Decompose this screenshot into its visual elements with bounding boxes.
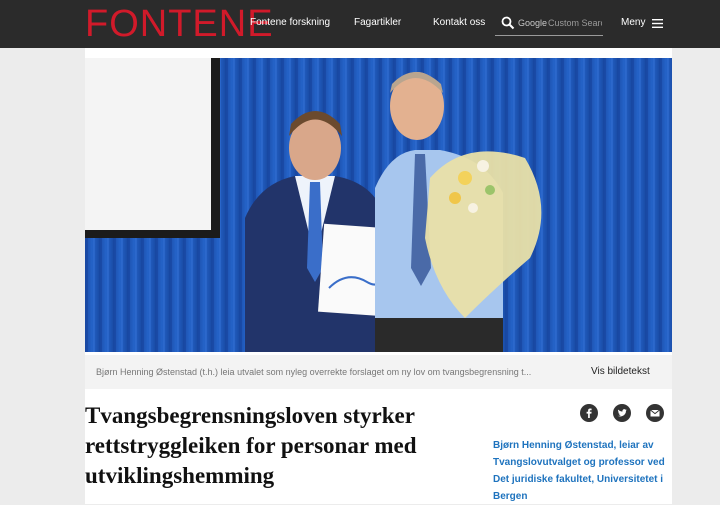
nav-kontakt-oss[interactable]: Kontakt oss: [433, 17, 486, 28]
article-headline: Tvangsbegrensningsloven styrker rettstryggleiken for personar med utviklingshemming: [85, 403, 417, 488]
google-label: Google: [518, 18, 548, 28]
twitter-share-button[interactable]: [613, 404, 631, 422]
photo-caption: Bjørn Henning Østenstad (t.h.) leia utvalet som nyleg overrekte forslaget om ny lov om tvangsbegrensning t...: [96, 367, 532, 377]
nav-fontene-forskning[interactable]: Fontene forskning: [250, 17, 331, 28]
article-container: [85, 48, 672, 504]
search-box[interactable]: [495, 11, 603, 36]
fontene-logo[interactable]: FONTENE: [85, 3, 274, 45]
hamburger-icon[interactable]: [652, 19, 663, 28]
hero-photo: [85, 58, 672, 352]
twitter-icon: [613, 404, 631, 422]
email-share-button[interactable]: [646, 404, 664, 422]
site-header: [0, 0, 720, 48]
facebook-icon: [580, 404, 598, 422]
photo-illustration: [85, 58, 672, 352]
show-caption-button[interactable]: Vis bildetekst: [591, 366, 650, 377]
article-lead: Bjørn Henning Østenstad, leiar av Tvangslovutvalget og professor ved Det juridiske fakultet, Universitetet i Bergen: [493, 440, 665, 502]
photo-caption-bar: [85, 355, 672, 389]
facebook-share-button[interactable]: [580, 404, 598, 422]
nav-fagartikler[interactable]: Fagartikler: [354, 17, 402, 28]
search-input[interactable]: [548, 15, 602, 31]
email-icon: [646, 404, 664, 422]
menu-button[interactable]: Meny: [621, 17, 646, 28]
search-icon[interactable]: [501, 16, 515, 30]
